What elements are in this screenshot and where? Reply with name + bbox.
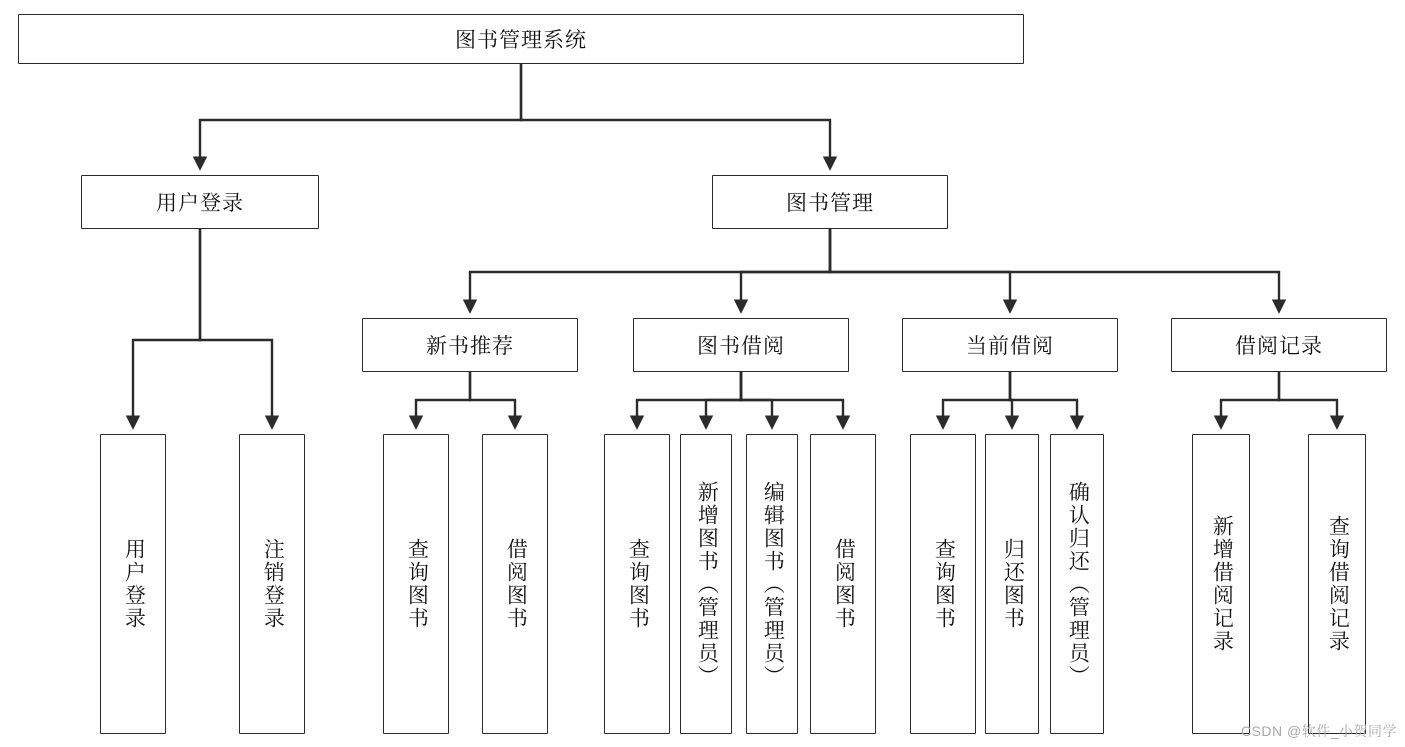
edge-group-records: [1221, 372, 1337, 427]
node-label: 图书借阅: [697, 335, 785, 358]
node-label: 确认归还（管理员）: [1066, 480, 1090, 688]
node-q2: [604, 434, 670, 734]
node-label: 用户登录: [122, 538, 146, 630]
node-label: 当前借阅: [966, 335, 1054, 358]
edge-group-borrow: [637, 372, 843, 427]
node-qrec: [1308, 434, 1366, 734]
node-records: [1171, 318, 1387, 372]
node-addrec: [1192, 434, 1250, 734]
node-label: 归还图书: [1001, 538, 1025, 630]
node-q3: [910, 434, 976, 734]
node-label: 查询图书: [932, 538, 956, 630]
node-b1: [482, 434, 548, 734]
node-confirm: [1050, 434, 1104, 734]
node-label: 新增借阅记录: [1210, 515, 1234, 653]
node-addbook: [680, 434, 732, 734]
node-userlogin: [100, 434, 166, 734]
node-bookmgmt: [712, 175, 948, 229]
node-editbook: [746, 434, 798, 734]
node-current: [902, 318, 1118, 372]
edge-group-current: [943, 372, 1077, 427]
node-borrow: [633, 318, 849, 372]
node-login: [81, 175, 319, 229]
edge-group-newrec: [416, 372, 515, 427]
node-label: 用户登录: [156, 192, 244, 215]
node-root: [18, 14, 1024, 64]
node-label: 查询图书: [405, 538, 429, 630]
edge-group-bookmgmt: [470, 229, 1279, 311]
node-label: 编辑图书（管理员）: [761, 480, 785, 688]
edge-group-root: [200, 64, 830, 168]
node-label: 查询图书: [626, 538, 650, 630]
node-label: 新增图书（管理员）: [695, 480, 719, 688]
node-return: [985, 434, 1039, 734]
node-label: 图书管理系统: [455, 29, 587, 52]
node-label: 借阅图书: [832, 538, 856, 630]
node-b2: [810, 434, 876, 734]
watermark: CSDN @软件_小贺同学: [1240, 723, 1397, 739]
node-label: 借阅记录: [1235, 335, 1323, 358]
node-q1: [383, 434, 449, 734]
node-label: 注销登录: [261, 538, 285, 630]
node-newrec: [362, 318, 578, 372]
node-label: 图书管理: [786, 192, 874, 215]
edge-group-login: [133, 229, 272, 427]
node-userlogout: [239, 434, 305, 734]
node-label: 新书推荐: [426, 335, 514, 358]
node-label: 借阅图书: [504, 538, 528, 630]
node-label: 查询借阅记录: [1326, 515, 1350, 653]
